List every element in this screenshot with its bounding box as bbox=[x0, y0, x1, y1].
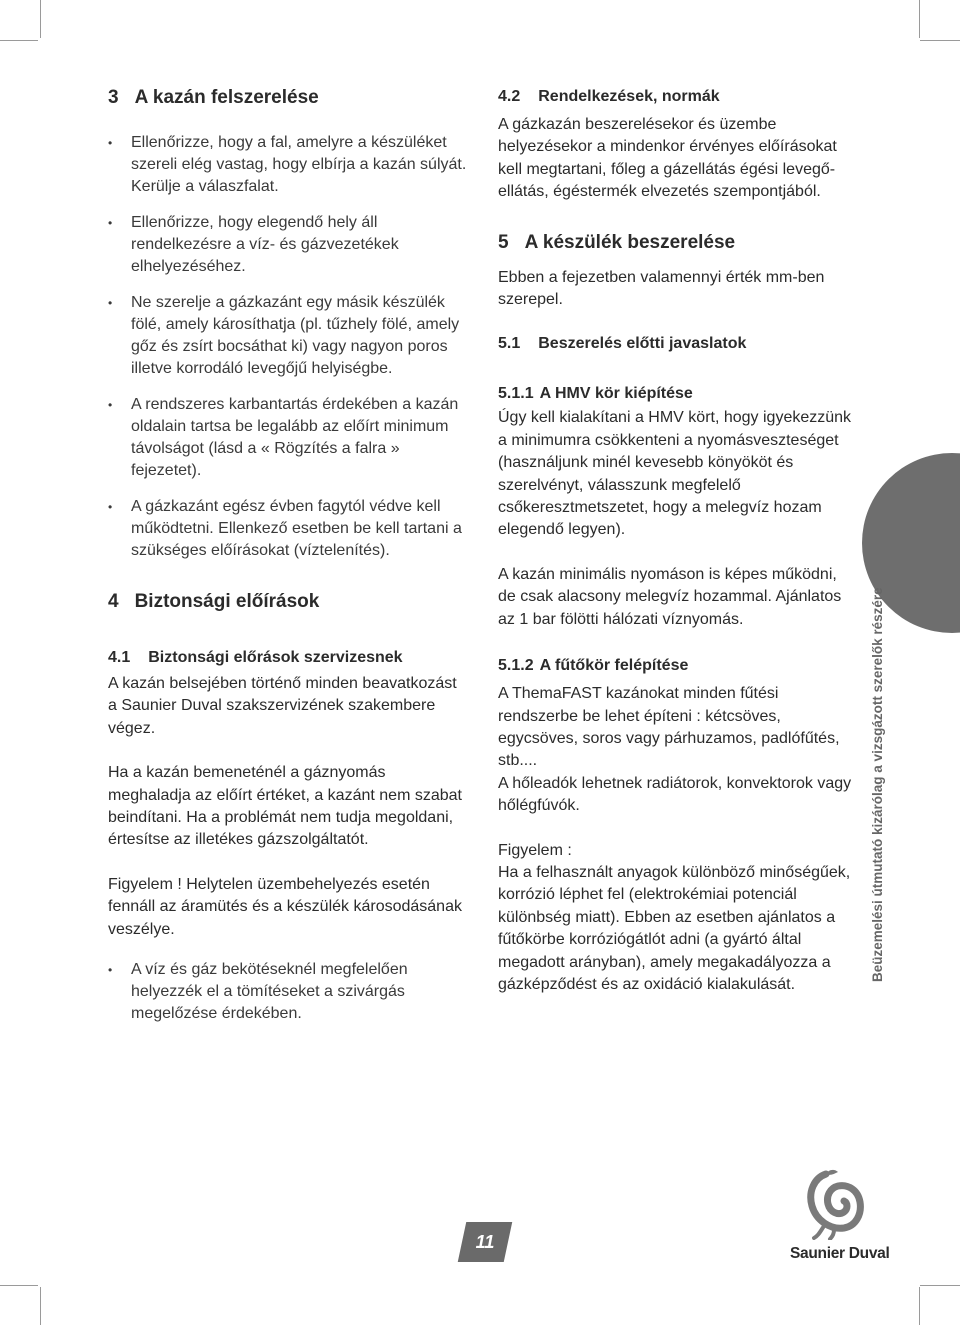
section-5-1-1-heading bbox=[498, 383, 854, 405]
section-title: A kazán felszerelése bbox=[134, 87, 319, 108]
section-4-heading bbox=[108, 590, 470, 614]
brand-logo-text: Saunier Duval bbox=[790, 1245, 890, 1262]
section-5-heading bbox=[498, 231, 854, 255]
paragraph: A ThemaFAST kazánokat minden fűtési rendszerbe be lehet építeni : kétcsöves, egycsöves, soros vagy párhuzamos, padlófűtés, stb.... bbox=[498, 685, 840, 770]
warning-paragraph: Figyelem ! Helytelen üzembehelyezés esetén fennáll az áramütés és a készülék károsodásának veszélye. bbox=[108, 875, 462, 938]
paragraph: Ha a kazán bemeneténél a gáznyomás meghaladja az előírt értéket, a kazánt nem szabat beindítani. Ha a problémát nem tudja megoldani, értesítse az illetékes gázszolgáltatót. bbox=[108, 764, 462, 849]
page-number: 11 bbox=[475, 1231, 495, 1252]
paragraph: A kazán minimális nyomáson is képes működni, de csak alacsony melegvíz hozammal. Ajánlatos az 1 bar fölötti hálózati víznyomás. bbox=[498, 565, 842, 628]
paragraph: A gázkazán beszerelésekor és üzembe helyezésekor a mindenkor érvényes előírásokat kell megtartani, főleg a gázellátás égési levegő-ellátás, égéstermék elvezetés szempontjából. bbox=[498, 116, 837, 201]
section-5-1-2-heading bbox=[498, 655, 854, 677]
section-title: A HMV kör kiépítése bbox=[539, 385, 693, 403]
section-title: Rendelkezések, normák bbox=[538, 88, 720, 105]
paragraph: A hőleadók lehetnek radiátorok, konvektorok vagy hőlégfúvók. bbox=[498, 774, 852, 815]
paragraph: A kazán belsejében történő minden beavatkozást a Saunier Duval szakszervizének szakembere végez. bbox=[108, 675, 457, 737]
installation-checklist bbox=[108, 132, 470, 562]
crop-mark bbox=[920, 1285, 960, 1286]
list-item: • A víz és gáz bekötéseknél megfelelően helyezzék el a tömítéseket a szivárgás megelőzése érdekében. bbox=[108, 959, 470, 1025]
paragraph: Úgy kell kialakítani a HMV kört, hogy igyekezzünk a minimumra csökkenteni a nyomásveszteséget (használjunk minél kevesebb könyököt és szerelvényt, válasszunk megfelelő csőkeresztmetszetet, hogy a melegvíz hozam elegendő legyen). bbox=[498, 409, 852, 539]
crop-mark bbox=[919, 0, 920, 38]
section-title: Biztonsági előrások szervizesnek bbox=[148, 649, 403, 666]
section-title: A készülék beszerelése bbox=[524, 231, 736, 253]
section-number: 4.2 bbox=[498, 88, 521, 105]
section-4-1-heading bbox=[108, 647, 470, 669]
list-item: • A rendszeres karbantartás érdekében a kazán oldalain tartsa be legalább az előírt minimum távolságot (lásd a « Rögzítés a falra » fejezetet). bbox=[108, 394, 470, 482]
side-caption: Beüzemelési útmutató kizárólag a vizsgázott szerelők részére bbox=[870, 587, 885, 982]
section-number: 5.1 bbox=[498, 335, 521, 353]
right-column bbox=[498, 86, 854, 996]
paragraph: Ebben a fejezetben valamennyi érték mm-ben szerepel. bbox=[498, 268, 825, 309]
list-item: • Ellenőrizze, hogy a fal, amelyre a készüléket szereli elég vastag, hogy elbírja a kazán súlyát. Kerülje a válaszfalat. bbox=[108, 132, 470, 198]
section-title: Beszerelés előtti javaslatok bbox=[538, 335, 747, 353]
section-5-1-heading bbox=[498, 333, 854, 355]
section-number: 4 bbox=[108, 591, 119, 612]
section-number: 5 bbox=[498, 231, 509, 253]
crop-mark bbox=[919, 1287, 920, 1325]
sealing-list bbox=[108, 959, 470, 1025]
crop-mark bbox=[920, 40, 960, 41]
crop-mark bbox=[0, 1285, 38, 1286]
crop-mark bbox=[40, 0, 41, 38]
section-number: 5.1.2 bbox=[498, 657, 534, 675]
crop-mark bbox=[40, 1287, 41, 1325]
section-3-heading bbox=[108, 86, 470, 110]
section-title: A fűtőkör felépítése bbox=[539, 657, 689, 675]
section-number: 5.1.1 bbox=[498, 385, 534, 403]
section-number: 3 bbox=[108, 87, 119, 108]
warning-paragraph: Ha a felhasznált anyagok különböző minőségűek, korrózió léphet fel (elektrokémiai potenciál különbség miatt). Ebben az esetben ajánlatos a fűtőkörbe korróziógátlót adni (a gyártó által megadott arányban), amely megakadályozza a gázképződést és az oxidáció kialakulását. bbox=[498, 863, 851, 993]
list-item: • A gázkazánt egész évben fagytól védve kell működtetni. Ellenkező esetben be kell tartani a szükséges előírásokat (víztelenítés). bbox=[108, 496, 470, 562]
crop-mark bbox=[0, 40, 38, 41]
saunier-duval-bird-icon bbox=[804, 1168, 864, 1240]
section-number: 4.1 bbox=[108, 649, 131, 666]
left-column bbox=[108, 86, 470, 1025]
list-item: • Ellenőrizze, hogy elegendő hely áll rendelkezésre a víz- és gázvezetékek elhelyezéséhez. bbox=[108, 212, 470, 278]
section-4-2-heading bbox=[498, 86, 854, 108]
section-title: Biztonsági előírások bbox=[134, 591, 320, 612]
warning-label: Figyelem : bbox=[498, 841, 572, 859]
list-item: • Ne szerelje a gázkazánt egy másik készülék fölé, amely károsíthatja (pl. tűzhely fölé, amely gőz és zsírt bocsáthat ki) vagy nagyon poros illetve korrodáló levegőjű helyiségbe. bbox=[108, 292, 470, 380]
